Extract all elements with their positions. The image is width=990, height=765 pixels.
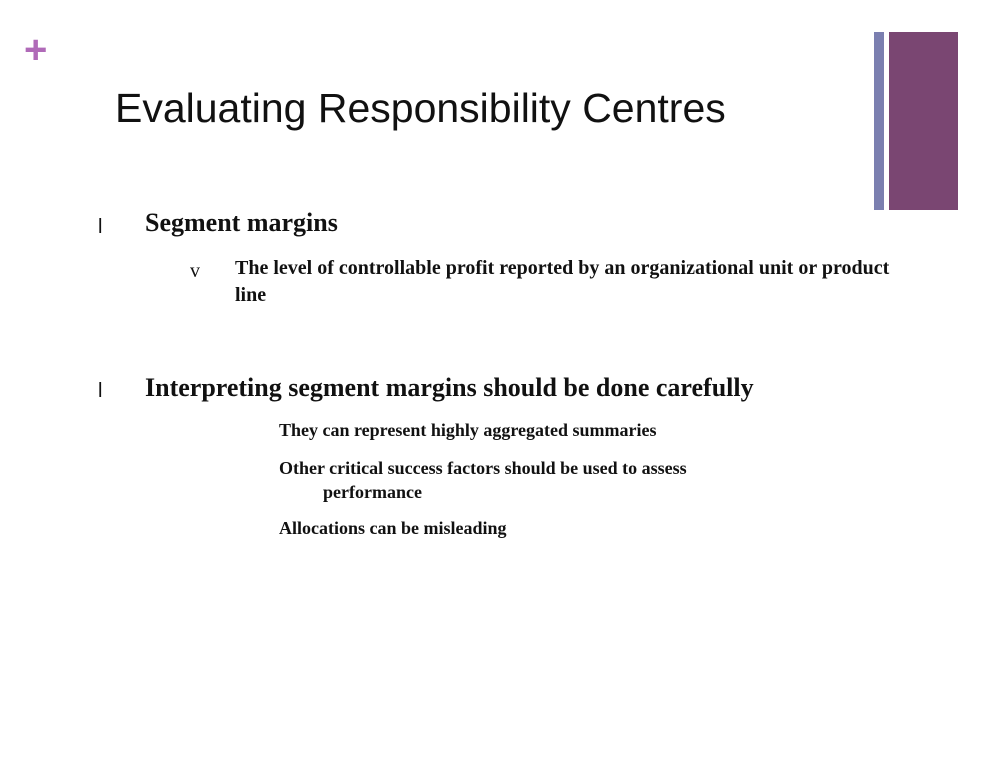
plus-icon: +: [24, 28, 48, 72]
accent-bar-thick: [889, 32, 958, 210]
slide-title: Evaluating Responsibility Centres: [115, 85, 726, 131]
sub-bullet-marker: v: [190, 260, 200, 282]
sub-bullet-controllable-profit: The level of controllable profit reported by an organizational unit or product line: [235, 257, 890, 306]
accent-bar-thin: [874, 32, 884, 210]
sub-point-aggregated: They can represent highly aggregated summaries: [279, 420, 657, 440]
bullet-marker: l: [98, 380, 103, 402]
sub-point-success-factors-line2: performance: [323, 482, 422, 502]
bullet-segment-margins: Segment margins: [145, 208, 338, 237]
bullet-interpreting-margins: Interpreting segment margins should be done carefully: [145, 373, 754, 402]
sub-point-success-factors: [279, 456, 839, 504]
bullet-marker: l: [98, 216, 103, 238]
sub-point-allocations: Allocations can be misleading: [279, 518, 507, 538]
sub-point-success-factors-line1: Other critical success factors should be used to assess: [279, 458, 687, 478]
